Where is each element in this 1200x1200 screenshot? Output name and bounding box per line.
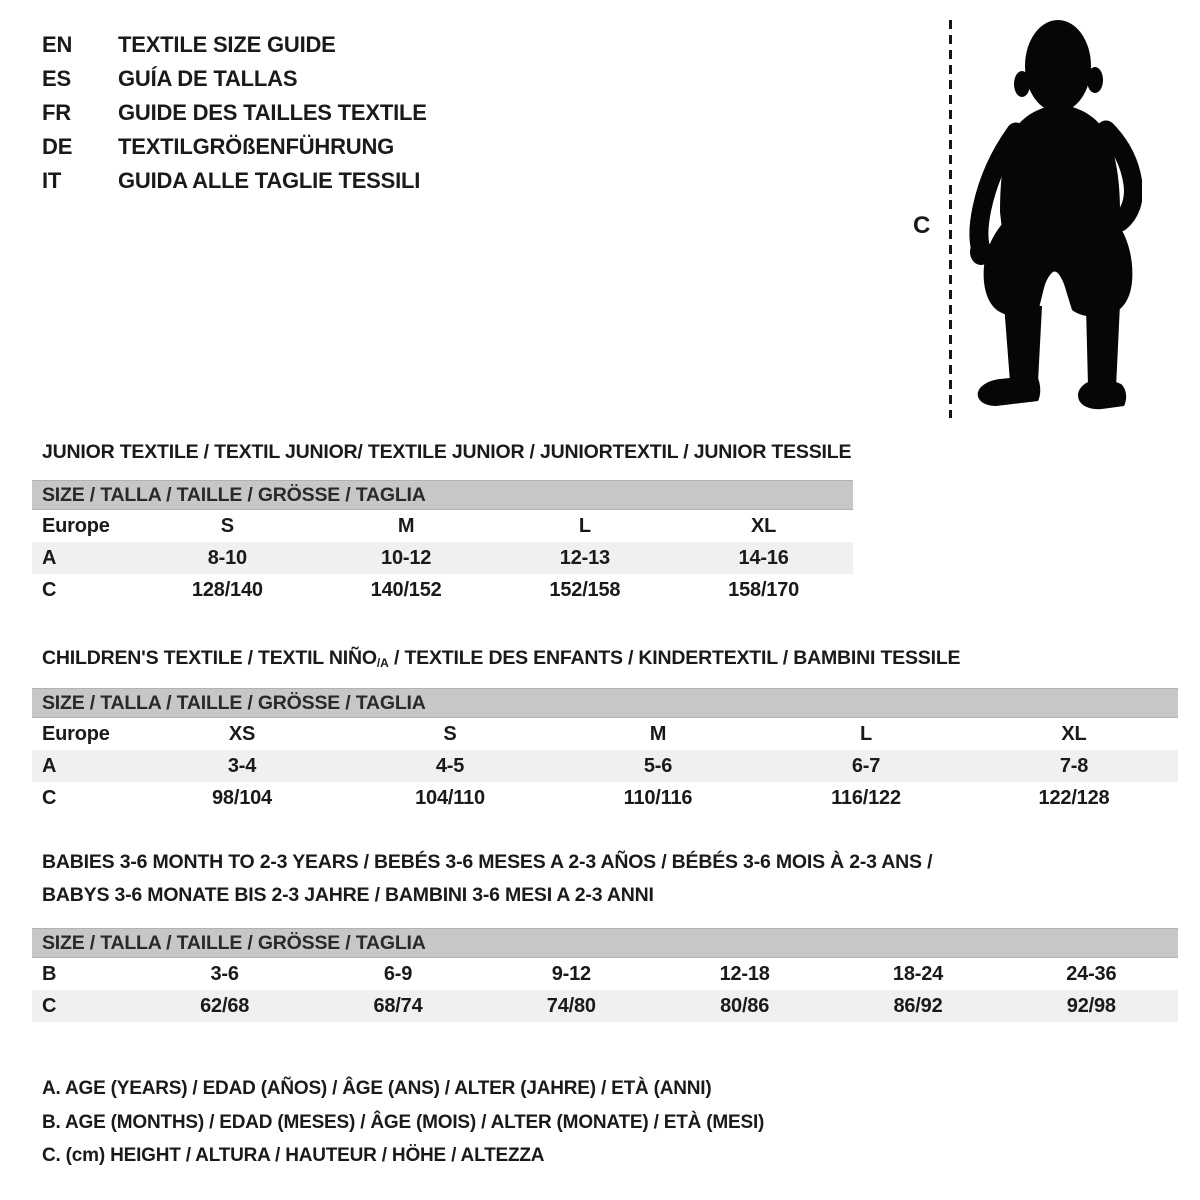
size-cell: 122/128 xyxy=(1038,787,1110,809)
size-cell: 8-10 xyxy=(207,547,247,569)
size-cell: 3-4 xyxy=(227,755,257,777)
size-cell: 14-16 xyxy=(738,547,789,569)
language-row xyxy=(42,62,427,96)
table-row xyxy=(32,782,1178,814)
size-cell: 5-6 xyxy=(643,755,673,777)
language-code: FR xyxy=(42,100,71,125)
row-label-cell: Europe xyxy=(42,515,110,537)
size-cell: 68/74 xyxy=(373,995,423,1017)
size-cell: S xyxy=(220,515,234,537)
size-cell: 158/170 xyxy=(728,579,800,601)
size-table xyxy=(32,928,1178,1022)
row-label-cell: C xyxy=(42,579,57,601)
legend-line: C. (cm) HEIGHT / ALTURA / HAUTEUR / HÖHE / ALTEZZA xyxy=(42,1145,545,1166)
size-cell: XL xyxy=(1061,723,1087,745)
size-cell: 128/140 xyxy=(191,579,263,601)
language-list xyxy=(42,28,427,198)
size-cell: XS xyxy=(228,723,256,745)
language-code: DE xyxy=(42,134,73,159)
section-title-line xyxy=(42,879,932,912)
section-title xyxy=(42,846,932,912)
size-cell: L xyxy=(859,723,873,745)
table-row xyxy=(32,958,1178,990)
size-cell: M xyxy=(397,515,415,537)
title-text: CHILDREN'S TEXTILE / TEXTIL NIÑO xyxy=(42,647,377,669)
language-row xyxy=(42,28,427,62)
table-row xyxy=(32,750,1178,782)
title-text: BABIES 3-6 MONTH TO 2-3 YEARS / BEBÉS 3-6 MESES A 2-3 AÑOS / BÉBÉS 3-6 MOIS À 2-3 ANS / xyxy=(42,851,933,873)
row-label-cell: Europe xyxy=(42,723,110,745)
size-cell: 62/68 xyxy=(200,995,250,1017)
language-row xyxy=(42,96,427,130)
title-subscript: /A xyxy=(376,656,389,670)
size-cell: 18-24 xyxy=(892,963,944,985)
legend-line: A. AGE (YEARS) / EDAD (AÑOS) / ÂGE (ANS) / ALTER (JAHRE) / ETÀ (ANNI) xyxy=(42,1078,712,1099)
language-label: TEXTILGRÖßENFÜHRUNG xyxy=(118,134,395,159)
size-cell: 12-18 xyxy=(719,963,770,985)
size-table-header: SIZE / TALLA / TAILLE / GRÖSSE / TAGLIA xyxy=(32,480,853,510)
size-cell: M xyxy=(649,723,667,745)
legend-line: B. AGE (MONTHS) / EDAD (MESES) / ÂGE (MOIS) / ALTER (MONATE) / ETÀ (MESI) xyxy=(42,1111,765,1133)
size-table-header: SIZE / TALLA / TAILLE / GRÖSSE / TAGLIA xyxy=(32,688,1178,718)
section-title-line xyxy=(42,846,932,879)
legend xyxy=(42,1072,764,1173)
title-text: BABYS 3-6 MONATE BIS 2-3 JAHRE / BAMBINI 3-6 MESI A 2-3 ANNI xyxy=(42,884,654,906)
language-row xyxy=(42,130,427,164)
size-table xyxy=(32,688,1178,814)
section-title xyxy=(42,436,851,469)
size-cell: L xyxy=(578,515,591,537)
size-cell: 24-36 xyxy=(1066,963,1117,985)
size-cell: 12-13 xyxy=(559,547,610,569)
language-code: ES xyxy=(42,66,71,91)
size-cell: 98/104 xyxy=(212,787,272,809)
baby-silhouette-icon xyxy=(958,16,1142,420)
size-cell: 80/86 xyxy=(720,995,770,1017)
language-label: GUÍA DE TALLAS xyxy=(118,66,298,91)
size-cell: 74/80 xyxy=(546,995,596,1017)
language-label: GUIDA ALLE TAGLIE TESSILI xyxy=(118,168,421,193)
table-row xyxy=(32,718,1178,750)
section-title-line xyxy=(42,436,851,469)
section-title-line xyxy=(42,642,960,677)
table-row xyxy=(32,510,853,542)
row-label-cell: C xyxy=(42,787,57,809)
table-row xyxy=(32,542,853,574)
size-cell: 3-6 xyxy=(210,963,239,985)
height-dashed-line xyxy=(949,20,952,418)
size-cell: 7-8 xyxy=(1059,755,1089,777)
title-text: / TEXTILE DES ENFANTS / KINDERTEXTIL / BAMBINI TESSILE xyxy=(388,647,961,669)
row-label-cell: A xyxy=(42,547,57,569)
title-text: JUNIOR TEXTILE / TEXTIL JUNIOR/ TEXTILE JUNIOR / JUNIORTEXTIL / JUNIOR TESSILE xyxy=(42,441,852,463)
size-cell: 104/110 xyxy=(415,787,485,809)
language-label: GUIDE DES TAILLES TEXTILE xyxy=(118,100,427,125)
size-cell: 116/122 xyxy=(831,787,901,809)
size-cell: 140/152 xyxy=(370,579,442,601)
size-cell: 9-12 xyxy=(551,963,591,985)
size-cell: 92/98 xyxy=(1066,995,1116,1017)
size-table xyxy=(32,480,853,606)
size-cell: S xyxy=(443,723,457,745)
language-code: EN xyxy=(42,32,73,57)
size-cell: 4-5 xyxy=(435,755,465,777)
size-cell: 152/158 xyxy=(549,579,621,601)
size-cell: 10-12 xyxy=(381,547,432,569)
size-cell: 6-7 xyxy=(851,755,881,777)
size-cell: XL xyxy=(751,515,777,537)
size-table-header: SIZE / TALLA / TAILLE / GRÖSSE / TAGLIA xyxy=(32,928,1178,958)
table-row xyxy=(32,990,1178,1022)
table-row xyxy=(32,574,853,606)
language-label: TEXTILE SIZE GUIDE xyxy=(118,32,336,57)
row-label-cell: A xyxy=(42,755,57,777)
language-code: IT xyxy=(42,168,62,193)
size-cell: 110/116 xyxy=(623,787,693,809)
size-cell: 6-9 xyxy=(383,963,413,985)
section-title xyxy=(42,642,960,677)
language-row xyxy=(42,164,427,198)
row-label-cell: C xyxy=(42,995,57,1017)
height-measure-label: C xyxy=(913,212,931,239)
size-cell: 86/92 xyxy=(893,995,943,1017)
row-label-cell: B xyxy=(42,963,57,985)
